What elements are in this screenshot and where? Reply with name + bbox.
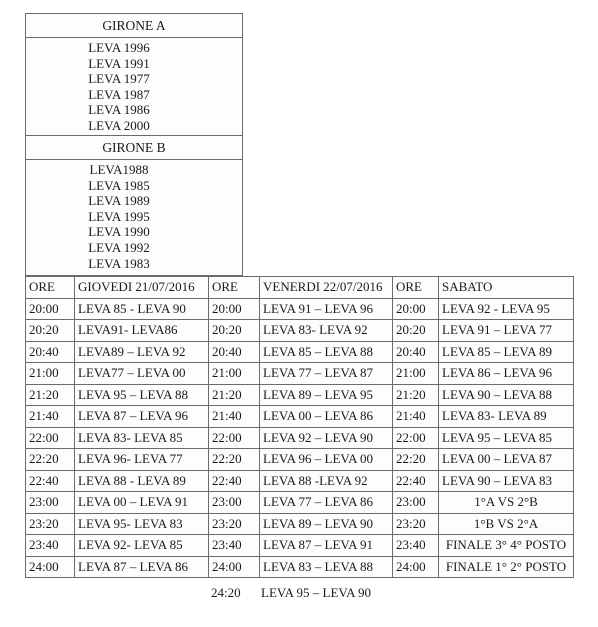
time-cell: 20:00 xyxy=(393,298,439,320)
match-cell: LEVA91- LEVA86 xyxy=(75,320,209,342)
match-cell: LEVA 95 – LEVA 88 xyxy=(75,384,209,406)
time-cell: 23:40 xyxy=(209,535,260,557)
time-cell: 22:00 xyxy=(209,427,260,449)
match-cell: LEVA 92 – LEVA 90 xyxy=(260,427,393,449)
match-cell: LEVA 92 - LEVA 95 xyxy=(439,298,574,320)
team-item: LEVA 1992 xyxy=(88,239,150,255)
time-cell: 23:00 xyxy=(26,492,75,514)
match-cell: LEVA 87 – LEVA 96 xyxy=(75,406,209,428)
table-row xyxy=(26,556,574,578)
time-cell: 24:00 xyxy=(393,556,439,578)
time-cell: 23:20 xyxy=(26,513,75,535)
time-cell: 23:00 xyxy=(393,492,439,514)
girone-b-title: GIRONE B xyxy=(26,136,242,160)
time-cell: 22:20 xyxy=(209,449,260,471)
girone-b-list xyxy=(26,160,242,271)
girone-b-box xyxy=(25,136,243,276)
team-item: LEVA 1989 xyxy=(88,193,150,209)
schedule-table xyxy=(25,276,574,578)
match-cell: LEVA 89 – LEVA 90 xyxy=(260,513,393,535)
time-cell: 23:40 xyxy=(393,535,439,557)
time-cell: 22:00 xyxy=(393,427,439,449)
time-cell: 20:40 xyxy=(209,341,260,363)
table-row xyxy=(26,513,574,535)
column-header: GIOVEDI 21/07/2016 xyxy=(75,277,209,299)
match-cell: LEVA 91 – LEVA 96 xyxy=(260,298,393,320)
column-header: ORE xyxy=(393,277,439,299)
time-cell: 21:40 xyxy=(209,406,260,428)
match-cell: LEVA 87 – LEVA 91 xyxy=(260,535,393,557)
match-cell: LEVA 83- LEVA 89 xyxy=(439,406,574,428)
match-cell: LEVA 85 – LEVA 89 xyxy=(439,341,574,363)
time-cell: 22:20 xyxy=(26,449,75,471)
table-row xyxy=(26,449,574,471)
time-cell: 22:40 xyxy=(209,470,260,492)
table-row xyxy=(26,384,574,406)
team-item: LEVA 1987 xyxy=(88,86,150,102)
team-item: LEVA 1996 xyxy=(88,40,150,55)
match-cell: LEVA 00 – LEVA 86 xyxy=(260,406,393,428)
team-item: LEVA 1983 xyxy=(88,255,150,271)
column-header: VENERDI 22/07/2016 xyxy=(260,277,393,299)
time-cell: 22:20 xyxy=(393,449,439,471)
girone-a-list xyxy=(26,38,242,134)
time-cell: 24:00 xyxy=(26,556,75,578)
time-cell: 21:40 xyxy=(26,406,75,428)
time-cell: 20:20 xyxy=(209,320,260,342)
match-cell: LEVA 83- LEVA 92 xyxy=(260,320,393,342)
match-cell: LEVA 87 – LEVA 86 xyxy=(75,556,209,578)
team-item: LEVA 1991 xyxy=(88,55,150,71)
match-cell: LEVA 90 – LEVA 88 xyxy=(439,384,574,406)
match-cell: 1°A VS 2°B xyxy=(439,492,574,514)
match-cell: LEVA 83- LEVA 85 xyxy=(75,427,209,449)
time-cell: 20:20 xyxy=(26,320,75,342)
column-header: SABATO xyxy=(439,277,574,299)
match-cell: LEVA 77 – LEVA 87 xyxy=(260,363,393,385)
time-cell: 20:40 xyxy=(26,341,75,363)
time-cell: 21:20 xyxy=(393,384,439,406)
time-cell: 24:00 xyxy=(209,556,260,578)
time-cell: 21:00 xyxy=(209,363,260,385)
match-cell: LEVA 95- LEVA 83 xyxy=(75,513,209,535)
match-cell: LEVA 91 – LEVA 77 xyxy=(439,320,574,342)
team-item: LEVA 1986 xyxy=(88,102,150,118)
match-cell: LEVA 85 – LEVA 88 xyxy=(260,341,393,363)
team-item: LEVA 1985 xyxy=(88,177,150,193)
match-cell: LEVA 95 – LEVA 85 xyxy=(439,427,574,449)
time-cell: 23:00 xyxy=(209,492,260,514)
time-cell: 21:00 xyxy=(26,363,75,385)
column-header: ORE xyxy=(26,277,75,299)
time-cell: 23:40 xyxy=(26,535,75,557)
match-cell: LEVA 85 - LEVA 90 xyxy=(75,298,209,320)
time-cell: 21:20 xyxy=(209,384,260,406)
time-cell: 23:20 xyxy=(209,513,260,535)
table-row xyxy=(26,535,574,557)
time-cell: 22:40 xyxy=(26,470,75,492)
match-cell: LEVA 89 – LEVA 95 xyxy=(260,384,393,406)
time-cell: 21:20 xyxy=(26,384,75,406)
time-cell: 20:00 xyxy=(26,298,75,320)
match-cell: LEVA 96 – LEVA 00 xyxy=(260,449,393,471)
team-item: LEVA 1977 xyxy=(88,71,150,87)
time-cell: 23:20 xyxy=(393,513,439,535)
match-cell: LEVA 86 – LEVA 96 xyxy=(439,363,574,385)
match-cell: LEVA 90 – LEVA 83 xyxy=(439,470,574,492)
time-cell: 21:40 xyxy=(393,406,439,428)
time-cell: 20:20 xyxy=(393,320,439,342)
match-cell: LEVA89 – LEVA 92 xyxy=(75,341,209,363)
table-row xyxy=(26,298,574,320)
match-cell: LEVA 83 – LEVA 88 xyxy=(260,556,393,578)
match-cell: LEVA 77 – LEVA 86 xyxy=(260,492,393,514)
time-cell: 21:00 xyxy=(393,363,439,385)
girone-a-box xyxy=(25,13,243,136)
match-cell: LEVA 88 -LEVA 92 xyxy=(260,470,393,492)
match-cell: LEVA 00 – LEVA 87 xyxy=(439,449,574,471)
table-row xyxy=(26,492,574,514)
match-cell: FINALE 1° 2° POSTO xyxy=(439,556,574,578)
team-item: LEVA 1995 xyxy=(88,208,150,224)
table-row xyxy=(26,406,574,428)
team-item: LEVA1988 xyxy=(89,162,149,177)
extra-row-time: 24:20 xyxy=(211,585,241,600)
extra-row-match: LEVA 95 – LEVA 90 xyxy=(261,585,372,600)
match-cell: 1°B VS 2°A xyxy=(439,513,574,535)
column-header: ORE xyxy=(209,277,260,299)
time-cell: 20:40 xyxy=(393,341,439,363)
match-cell: LEVA 96- LEVA 77 xyxy=(75,449,209,471)
match-cell: FINALE 3° 4° POSTO xyxy=(439,535,574,557)
table-row xyxy=(26,427,574,449)
team-item: LEVA 1990 xyxy=(88,224,150,240)
match-cell: LEVA77 – LEVA 00 xyxy=(75,363,209,385)
table-row xyxy=(26,470,574,492)
team-item: LEVA 2000 xyxy=(88,117,150,133)
match-cell: LEVA 00 – LEVA 91 xyxy=(75,492,209,514)
match-cell: LEVA 88 - LEVA 89 xyxy=(75,470,209,492)
header-row xyxy=(26,277,574,299)
time-cell: 22:00 xyxy=(26,427,75,449)
table-row xyxy=(26,341,574,363)
time-cell: 20:00 xyxy=(209,298,260,320)
girone-a-title: GIRONE A xyxy=(26,14,242,38)
table-row xyxy=(26,363,574,385)
match-cell: LEVA 92- LEVA 85 xyxy=(75,535,209,557)
table-row xyxy=(26,320,574,342)
time-cell: 22:40 xyxy=(393,470,439,492)
